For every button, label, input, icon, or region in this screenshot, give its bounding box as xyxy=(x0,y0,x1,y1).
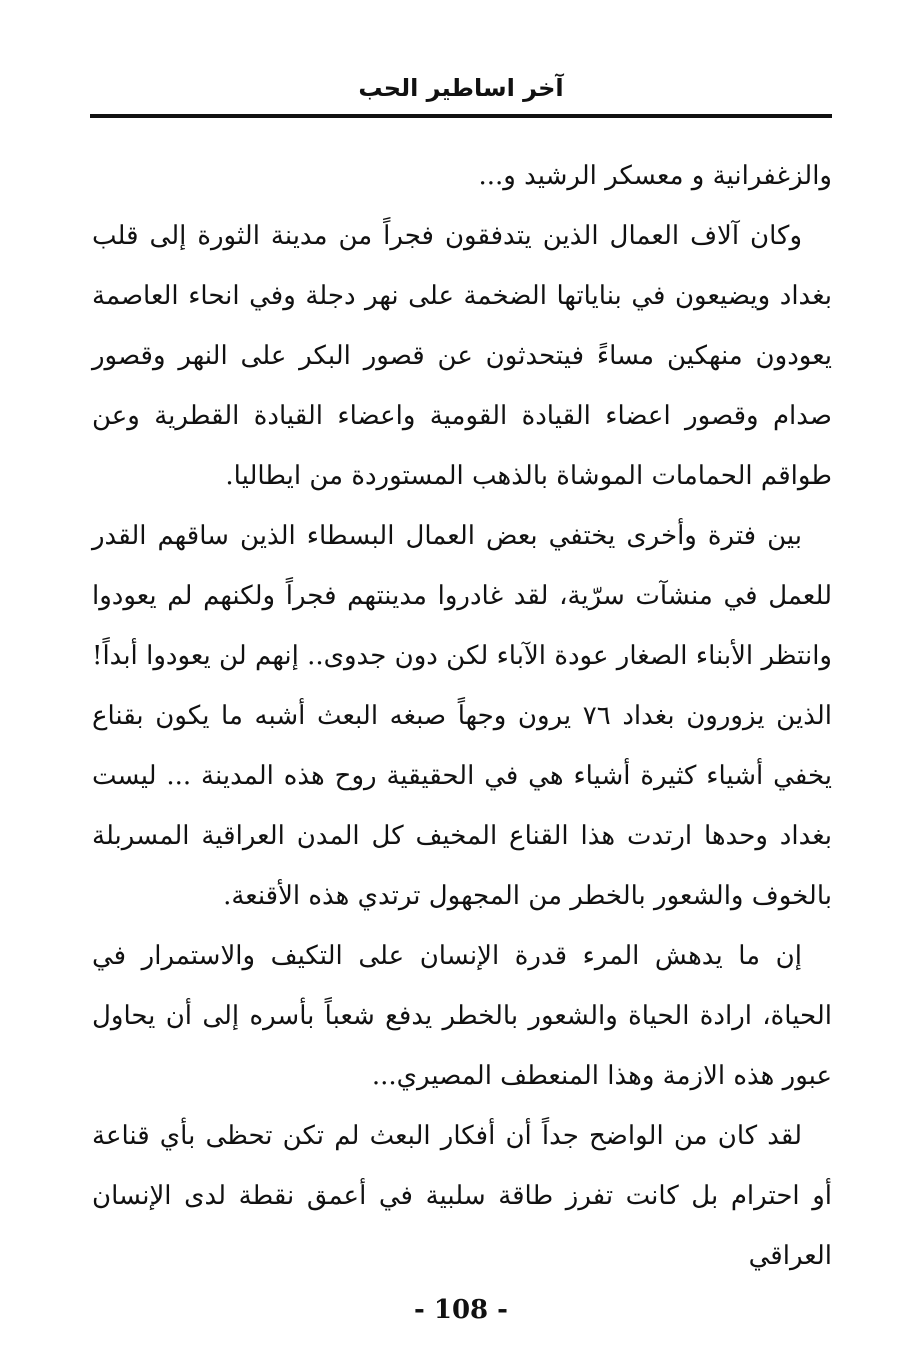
paragraph-4: إن ما يدهش المرء قدرة الإنسان على التكيف والاستمرار في الحياة، ارادة الحياة والشعور بالخطر يدفع شعباً بأسره إلى أن يحاول عبور هذه الازمة وهذا المنعطف المصيري... xyxy=(92,941,832,1091)
paragraph-3: بين فترة وأخرى يختفي بعض العمال البسطاء الذين ساقهم القدر للعمل في منشآت سرّية، لقد غادروا مدينتهم فجراً ولكنهم لم يعودوا وانتظر الأبناء الصغار عودة الآباء لكن دون جدوى.. إنهم لن يعودوا أبداً! الذين يزورون بغداد ٧٦ يرون وجهاً صبغه البعث أشبه ما يكون بقناع يخفي أشياء كثيرة أشياء هي في الحقيقية روح هذه المدينة ... ليست بغداد وحدها ارتدت هذا القناع المخيف كل المدن العراقية المسربلة بالخوف والشعور بالخطر من المجهول ترتدي هذه الأقنعة. xyxy=(92,521,833,911)
header-divider xyxy=(90,114,832,118)
body-text xyxy=(92,146,832,1286)
running-header-title: آخر اساطير الحب xyxy=(358,74,564,102)
paragraph-1: والزغفرانية و معسكر الرشيد و... xyxy=(478,161,832,191)
paragraph-5: لقد كان من الواضح جداً أن أفكار البعث لم تكن تحظى بأي قناعة أو احترام بل كانت تفرز طاقة سلبية في أعمق نقطة لدى الإنسان العراقي xyxy=(92,1121,832,1271)
paragraph-2: وكان آلاف العمال الذين يتدفقون فجراً من مدينة الثورة إلى قلب بغداد ويضيعون في بناياتها الضخمة على نهر دجلة وفي انحاء العاصمة يعودون منهكين مساءً فيتحدثون عن قصور البكر على النهر وقصور صدام وقصور اعضاء القيادة القومية واعضاء القيادة القطرية وعن طواقم الحمامات الموشاة بالذهب المستوردة من ايطاليا. xyxy=(92,221,832,491)
page-number: - 108 - xyxy=(414,1295,508,1325)
